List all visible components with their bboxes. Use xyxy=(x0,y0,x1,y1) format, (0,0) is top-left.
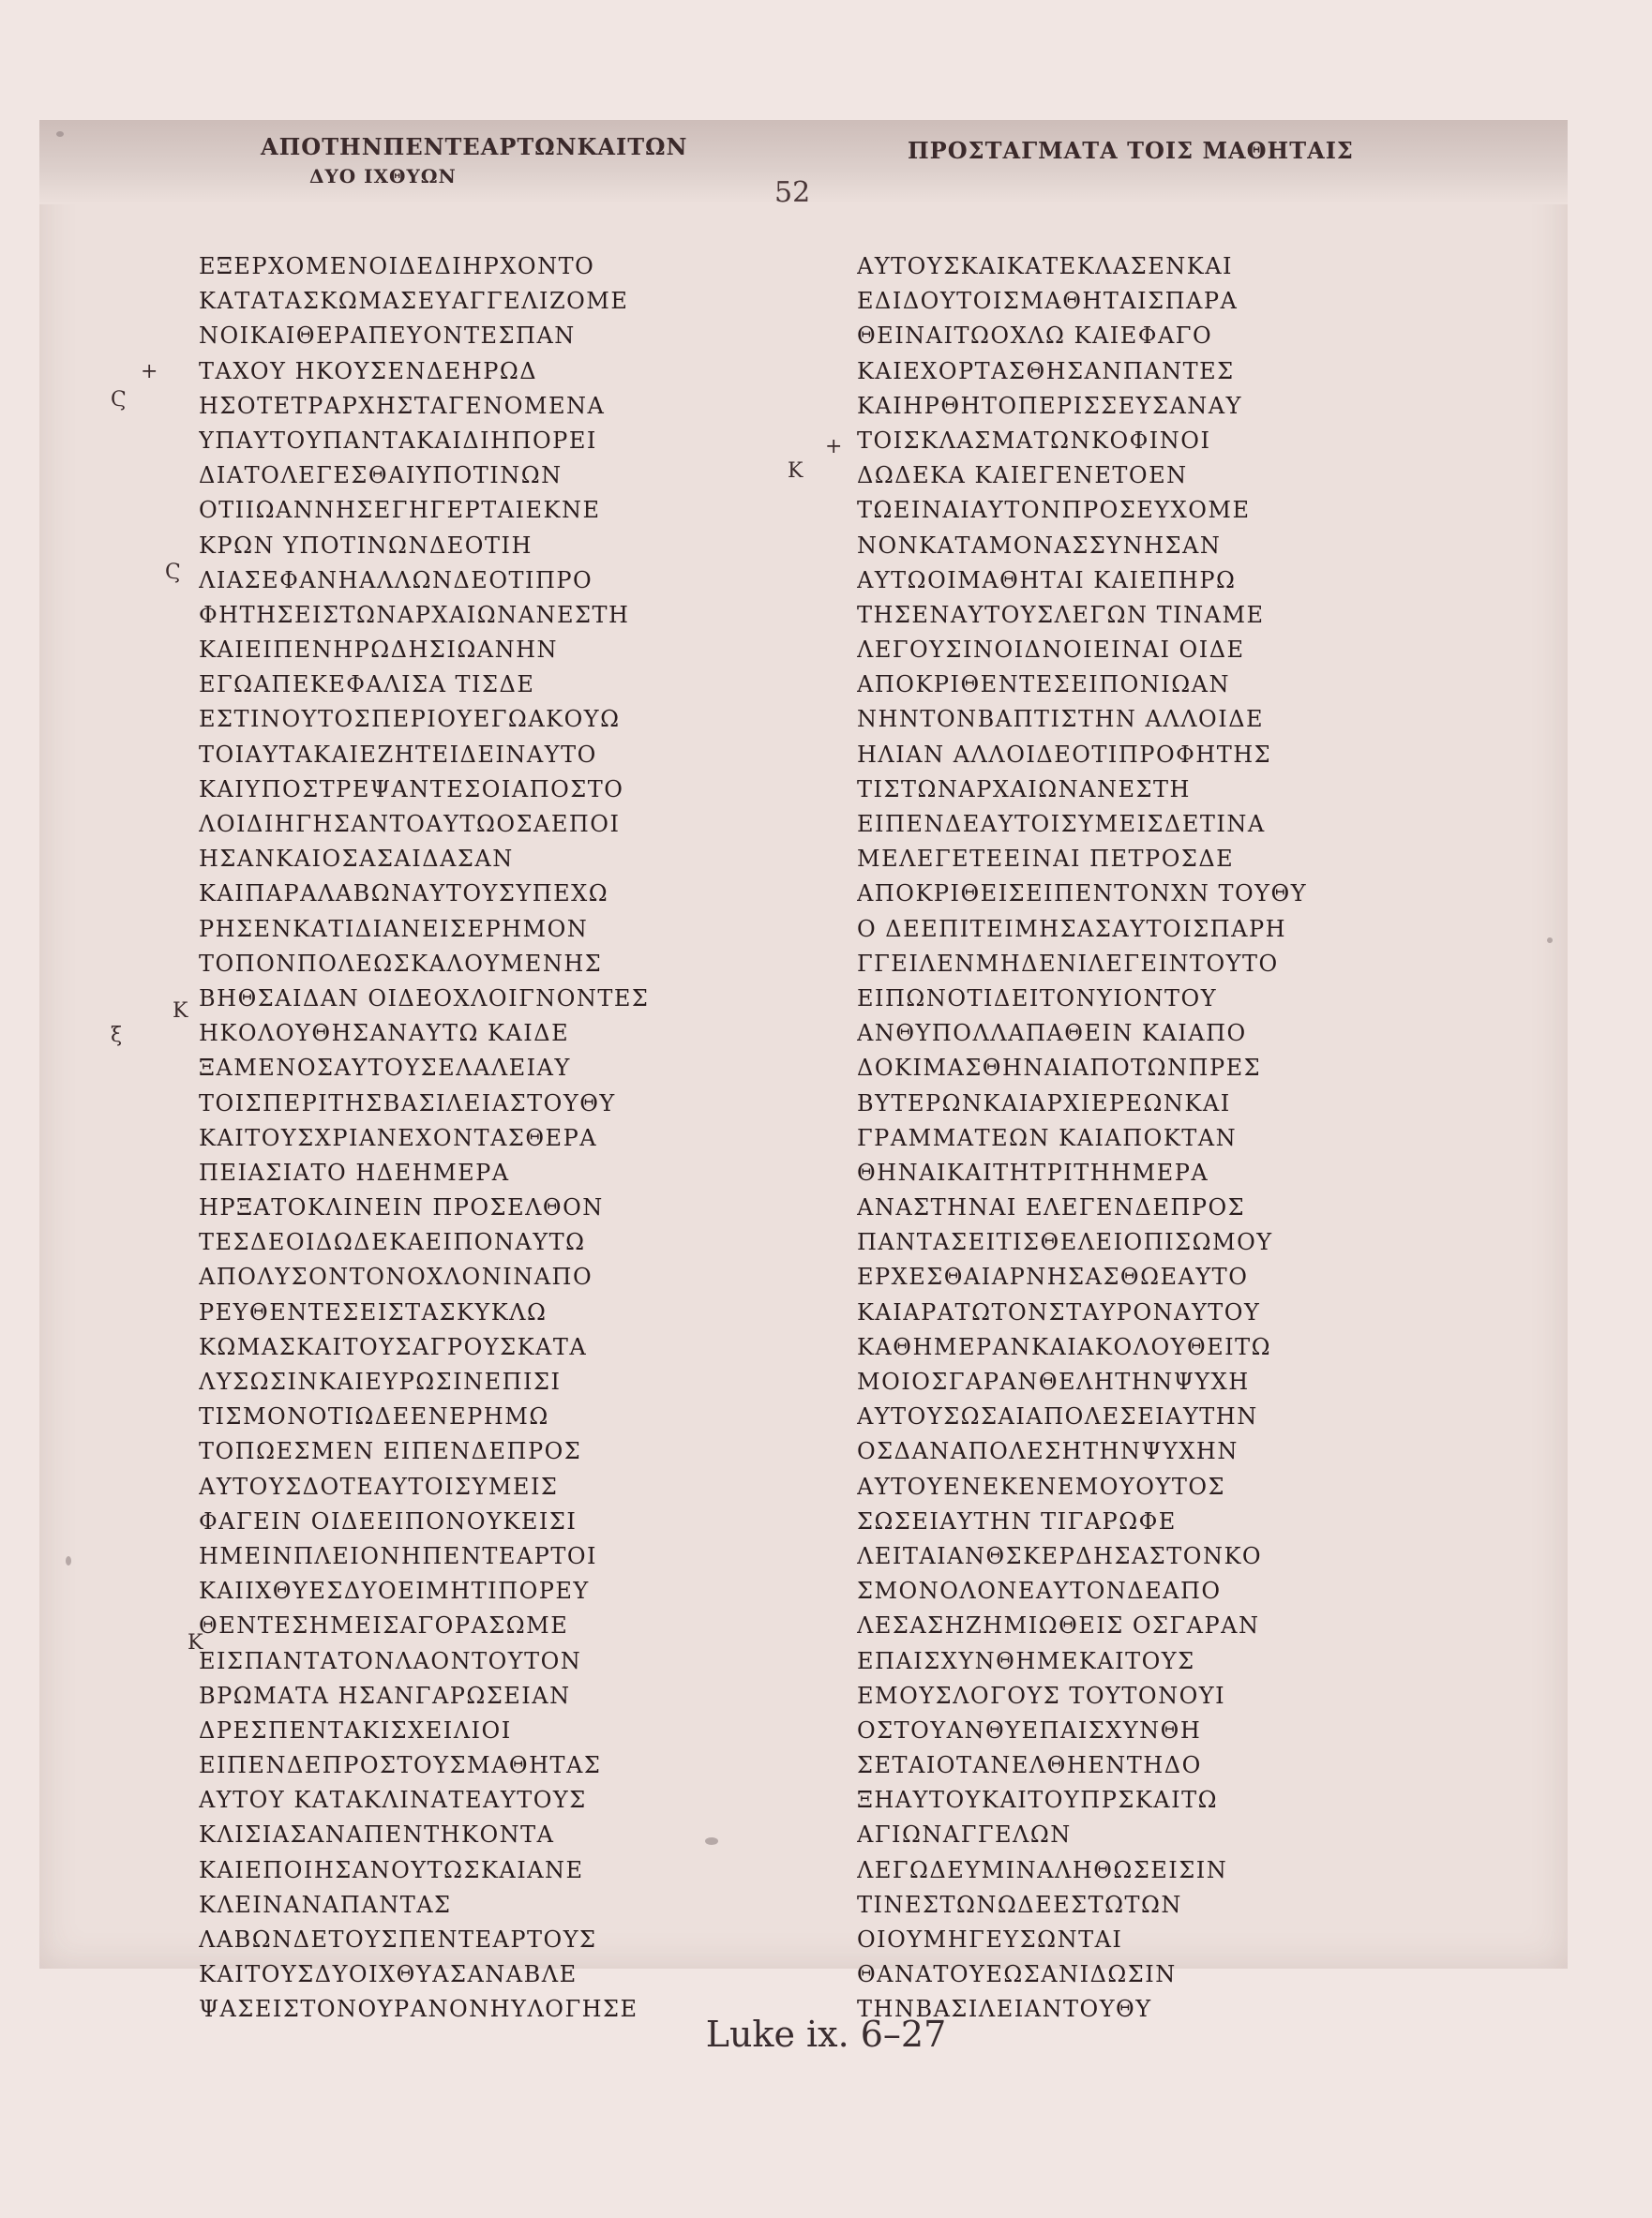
manuscript-line: ΓΓΕΙΛΕΝΜΗΔΕΝΙΛΕΓΕΙΝΤΟΥΤΟ xyxy=(857,950,1279,977)
manuscript-line: ΚΑΙΕΧΟΡΤΑΣΘΗΣΑΝΠΑΝΤΕΣ xyxy=(857,357,1235,384)
manuscript-line: ΤΙΝΕΣΤΩΝΩΔΕΕΣΤΩΤΩΝ xyxy=(857,1891,1182,1918)
manuscript-line: ΦΗΤΗΣΕΙΣΤΩΝΑΡΧΑΙΩΝΑΝΕΣΤΗ xyxy=(199,601,630,628)
header-title-left: ΑΠΟΤΗΝΠΕΝΤΕΑΡΤΩΝΚΑΙΤΩΝ xyxy=(261,133,688,160)
manuscript-line: ΣΜΟΝΟΛΟΝΕΑΥΤΟΝΔΕΑΠΟ xyxy=(857,1578,1222,1605)
manuscript-line: ΟΤΙΙΩΑΝΝΗΣΕΓΗΓΕΡΤΑΙΕΚΝΕ xyxy=(199,497,601,524)
manuscript-line: ΚΑΙΕΙΠΕΝΗΡΩΔΗΣΙΩΑΝΗΝ xyxy=(199,637,559,664)
manuscript-line: ΤΑΧΟΥ ΗΚΟΥΣΕΝΔΕΗΡΩΔ xyxy=(199,357,538,384)
paper-speck xyxy=(56,131,64,137)
manuscript-line: ΚΑΙΑΡΑΤΩΤΟΝΣΤΑΥΡΟΝΑΥΤΟΥ xyxy=(857,1298,1261,1326)
manuscript-line: ΚΑΙΤΟΥΣΔΥΟΙΧΘΥΑΣΑΝΑΒΛΕ xyxy=(199,1961,578,1988)
margin-mark-cross-right: + xyxy=(825,435,843,458)
manuscript-line: ΘΑΝΑΤΟΥΕΩΣΑΝΙΔΩΣΙΝ xyxy=(857,1961,1177,1988)
manuscript-line: ΛΟΙΔΙΗΓΗΣΑΝΤΟΑΥΤΩΟΣΑΕΠΟΙ xyxy=(199,811,621,837)
manuscript-line: ΜΕΛΕΓΕΤΕΕΙΝΑΙ ΠΕΤΡΟΣΔΕ xyxy=(857,846,1235,873)
manuscript-line: ΑΝΘΥΠΟΛΛΑΠΑΘΕΙΝ ΚΑΙΑΠΟ xyxy=(857,1020,1247,1047)
header-subtitle-left: ΔΥΟ ΙΧΘΥΩΝ xyxy=(309,165,457,187)
manuscript-line: ΑΠΟΚΡΙΘΕΙΣΕΙΠΕΝΤΟΝΧΝ ΤΟΥΘΥ xyxy=(857,880,1308,907)
plate-caption: Luke ix. 6–27 xyxy=(705,2014,947,2055)
manuscript-line: ΚΩΜΑΣΚΑΙΤΟΥΣΑΓΡΟΥΣΚΑΤΑ xyxy=(199,1333,588,1360)
manuscript-line: ΡΕΥΘΕΝΤΕΣΕΙΣΤΑΣΚΥΚΛΩ xyxy=(199,1298,548,1326)
manuscript-line: ΝΟΙΚΑΙΘΕΡΑΠΕΥΟΝΤΕΣΠΑΝ xyxy=(199,322,576,350)
manuscript-line: ΕΙΠΕΝΔΕΑΥΤΟΙΣΥΜΕΙΣΔΕΤΙΝΑ xyxy=(857,811,1266,837)
manuscript-line: ΤΗΝΒΑΣΙΛΕΙΑΝΤΟΥΘΥ xyxy=(857,1996,1152,2023)
manuscript-line: ΟΙΟΥΜΗΓΕΥΣΩΝΤΑΙ xyxy=(857,1926,1123,1953)
manuscript-line: Ο ΔΕΕΠΙΤΕΙΜΗΣΑΣΑΥΤΟΙΣΠΑΡΗ xyxy=(857,915,1287,942)
manuscript-line: ΛΕΓΟΥΣΙΝΟΙΔΝΟΙΕΙΝΑΙ ΟΙΔΕ xyxy=(857,637,1245,664)
manuscript-line: ΛΕΓΩΔΕΥΜΙΝΑΛΗΘΩΣΕΙΣΙΝ xyxy=(857,1856,1228,1883)
manuscript-line: ΟΣΤΟΥΑΝΘΥΕΠΑΙΣΧΥΝΘΗ xyxy=(857,1716,1202,1744)
manuscript-line: ΝΗΝΤΟΝΒΑΠΤΙΣΤΗΝ ΑΛΛΟΙΔΕ xyxy=(857,706,1265,733)
manuscript-line: ΛΕΙΤΑΙΑΝΘΣΚΕΡΔΗΣΑΣΤΟΝΚΟ xyxy=(857,1542,1263,1569)
manuscript-line: ΒΡΩΜΑΤΑ ΗΣΑΝΓΑΡΩΣΕΙΑΝ xyxy=(199,1682,571,1709)
margin-mark-lambda: Κ xyxy=(188,1631,203,1655)
manuscript-line: ΕΜΟΥΣΛΟΓΟΥΣ ΤΟΥΤΟΝΟΥΙ xyxy=(857,1682,1226,1709)
manuscript-line: ΤΙΣΜΟΝΟΤΙΩΔΕΕΝΕΡΗΜΩ xyxy=(199,1403,549,1431)
manuscript-line: ΔΙΑΤΟΛΕΓΕΣΘΑΙΥΠΟΤΙΝΩΝ xyxy=(199,462,563,489)
manuscript-line: ΤΙΣΤΩΝΑΡΧΑΙΩΝΑΝΕΣΤΗ xyxy=(857,775,1191,802)
manuscript-line: ΚΑΙΗΡΘΗΤΟΠΕΡΙΣΣΕΥΣΑΝΑΥ xyxy=(857,392,1242,419)
manuscript-line: ΤΟΙΣΠΕΡΙΤΗΣΒΑΣΙΛΕΙΑΣΤΟΥΘΥ xyxy=(199,1089,616,1116)
manuscript-line: ΚΑΘΗΜΕΡΑΝΚΑΙΑΚΟΛΟΥΘΕΙΤΩ xyxy=(857,1333,1272,1360)
manuscript-line: ΔΡΕΣΠΕΝΤΑΚΙΣΧΕΙΛΙΟΙ xyxy=(199,1716,512,1744)
manuscript-line: ΕΞΕΡΧΟΜΕΝΟΙΔΕΔΙΗΡΧΟΝΤΟ xyxy=(199,253,595,279)
manuscript-line: ΛΑΒΩΝΔΕΤΟΥΣΠΕΝΤΕΑΡΤΟΥΣ xyxy=(199,1926,597,1953)
manuscript-line: ΑΠΟΚΡΙΘΕΝΤΕΣΕΙΠΟΝΙΩΑΝ xyxy=(857,671,1231,698)
manuscript-line: ΗΣΑΝΚΑΙΟΣΑΣΑΙΔΑΣΑΝ xyxy=(199,846,514,873)
manuscript-line: ΚΑΙΕΠΟΙΗΣΑΝΟΥΤΩΣΚΑΙΑΝΕ xyxy=(199,1856,584,1883)
paper-speck xyxy=(705,1837,718,1845)
text-column-right xyxy=(857,249,1457,2028)
manuscript-line: ΑΠΟΛΥΣΟΝΤΟΝΟΧΛΟΝΙΝΑΠΟ xyxy=(199,1264,593,1291)
manuscript-line: ΕΔΙΔΟΥΤΟΙΣΜΑΘΗΤΑΙΣΠΑΡΑ xyxy=(857,288,1239,315)
manuscript-line: ΑΝΑΣΤΗΝΑΙ ΕΛΕΓΕΝΔΕΠΡΟΣ xyxy=(857,1194,1246,1221)
manuscript-line: ΦΑΓΕΙΝ ΟΙΔΕΕΙΠΟΝΟΥΚΕΙΣΙ xyxy=(199,1507,578,1535)
manuscript-line: ΚΑΙΤΟΥΣΧΡΙΑΝΕΧΟΝΤΑΣΘΕΡΑ xyxy=(199,1124,598,1151)
manuscript-line: ΟΣΔΑΝΑΠΟΛΕΣΗΤΗΝΨΥΧΗΝ xyxy=(857,1438,1239,1465)
manuscript-line: ΤΟΠΩΕΣΜΕΝ ΕΙΠΕΝΔΕΠΡΟΣ xyxy=(199,1438,582,1465)
margin-mark-section: Ϛ xyxy=(111,388,127,412)
manuscript-line: ΚΑΤΑΤΑΣΚΩΜΑΣΕΥΑΓΓΕΛΙΖΟΜΕ xyxy=(199,288,629,315)
manuscript-line: ΕΓΩΑΠΕΚΕΦΑΛΙΣΑ ΤΙΣΔΕ xyxy=(199,671,535,698)
manuscript-line: ΚΛΕΙΝΑΝΑΠΑΝΤΑΣ xyxy=(199,1891,452,1918)
manuscript-line: ΚΑΙΥΠΟΣΤΡΕΨΑΝΤΕΣΟΙΑΠΟΣΤΟ xyxy=(199,775,624,802)
manuscript-line: ΜΟΙΟΣΓΑΡΑΝΘΕΛΗΤΗΝΨΥΧΗ xyxy=(857,1369,1250,1395)
manuscript-line: ΛΕΣΑΣΗΖΗΜΙΩΘΕΙΣ ΟΣΓΑΡΑΝ xyxy=(857,1612,1260,1640)
manuscript-line: ΤΩΕΙΝΑΙΑΥΤΟΝΠΡΟΣΕΥΧΟΜΕ xyxy=(857,497,1251,524)
manuscript-line: ΑΥΤΟΥΣΩΣΑΙΑΠΟΛΕΣΕΙΑΥΤΗΝ xyxy=(857,1403,1258,1431)
manuscript-line: ΡΗΣΕΝΚΑΤΙΔΙΑΝΕΙΣΕΡΗΜΟΝ xyxy=(199,915,589,942)
margin-mark-numeral: ξ xyxy=(111,1024,123,1047)
manuscript-line: ΚΛΙΣΙΑΣΑΝΑΠΕΝΤΗΚΟΝΤΑ xyxy=(199,1821,555,1849)
manuscript-line: ΣΕΤΑΙΟΤΑΝΕΛΘΗΕΝΤΗΔΟ xyxy=(857,1752,1202,1779)
manuscript-line: ΝΟΝΚΑΤΑΜΟΝΑΣΣΥΝΗΣΑΝ xyxy=(857,532,1222,559)
manuscript-line: ΕΙΣΠΑΝΤΑΤΟΝΛΑΟΝΤΟΥΤΟΝ xyxy=(199,1647,582,1674)
manuscript-line: ΑΥΤΟΥ ΚΑΤΑΚΛΙΝΑΤΕΑΥΤΟΥΣ xyxy=(199,1787,587,1814)
manuscript-line: ΞΗΑΥΤΟΥΚΑΙΤΟΥΠΡΣΚΑΙΤΩ xyxy=(857,1787,1218,1814)
manuscript-line: ΤΟΠΟΝΠΟΛΕΩΣΚΑΛΟΥΜΕΝΗΣ xyxy=(199,950,603,977)
manuscript-line: ΗΛΙΑΝ ΑΛΛΟΙΔΕΟΤΙΠΡΟΦΗΤΗΣ xyxy=(857,741,1272,768)
manuscript-line: ΤΟΙΑΥΤΑΚΑΙΕΖΗΤΕΙΔΕΙΝΑΥΤΟ xyxy=(199,741,597,768)
manuscript-line: ΕΙΠΕΝΔΕΠΡΟΣΤΟΥΣΜΑΘΗΤΑΣ xyxy=(199,1752,602,1779)
manuscript-line: ΑΓΙΩΝΑΓΓΕΛΩΝ xyxy=(857,1821,1072,1849)
manuscript-line: ΚΑΙΙΧΘΥΕΣΔΥΟΕΙΜΗΤΙΠΟΡΕΥ xyxy=(199,1578,590,1605)
manuscript-line: ΚΡΩΝ ΥΠΟΤΙΝΩΝΔΕΟΤΙΗ xyxy=(199,532,533,559)
manuscript-line: ΑΥΤΟΥΣΚΑΙΚΑΤΕΚΛΑΣΕΝΚΑΙ xyxy=(857,253,1234,279)
manuscript-line: ΑΥΤΩΟΙΜΑΘΗΤΑΙ ΚΑΙΕΠΗΡΩ xyxy=(857,566,1237,593)
manuscript-line: ΤΟΙΣΚΛΑΣΜΑΤΩΝΚΟΦΙΝΟΙ xyxy=(857,427,1211,454)
manuscript-line: ΚΑΙΠΑΡΑΛΑΒΩΝΑΥΤΟΥΣΥΠΕΧΩ xyxy=(199,880,609,907)
manuscript-line: ΗΚΟΛΟΥΘΗΣΑΝΑΥΤΩ ΚΑΙΔΕ xyxy=(199,1020,570,1047)
manuscript-line: ΕΣΤΙΝΟΥΤΟΣΠΕΡΙΟΥΕΓΩΑΚΟΥΩ xyxy=(199,706,621,733)
manuscript-line: ΒΗΘΣΑΙΔΑΝ ΟΙΔΕΟΧΛΟΙΓΝΟΝΤΕΣ xyxy=(199,984,650,1012)
margin-mark-cross: + xyxy=(141,360,158,383)
manuscript-line: ΣΩΣΕΙΑΥΤΗΝ ΤΙΓΑΡΩΦΕ xyxy=(857,1507,1177,1535)
page-number: 52 xyxy=(774,176,811,209)
manuscript-line: ΗΣΟΤΕΤΡΑΡΧΗΣΤΑΓΕΝΟΜΕΝΑ xyxy=(199,392,606,419)
manuscript-line: ΓΡΑΜΜΑΤΕΩΝ ΚΑΙΑΠΟΚΤΑΝ xyxy=(857,1124,1238,1151)
paper-speck xyxy=(1547,937,1553,943)
margin-mark-ko: Κ xyxy=(788,459,803,483)
manuscript-line: ΤΕΣΔΕΟΙΔΩΔΕΚΑΕΙΠΟΝΑΥΤΩ xyxy=(199,1229,586,1256)
text-column-left xyxy=(199,249,799,2028)
manuscript-line: ΛΥΣΩΣΙΝΚΑΙΕΥΡΩΣΙΝΕΠΙΣΙ xyxy=(199,1369,562,1395)
manuscript-line: ΕΡΧΕΣΘΑΙΑΡΝΗΣΑΣΘΩΕΑΥΤΟ xyxy=(857,1264,1249,1291)
manuscript-line: ΗΡΞΑΤΟΚΛΙΝΕΙΝ ΠΡΟΣΕΛΘΟΝ xyxy=(199,1194,604,1221)
manuscript-line: ΔΟΚΙΜΑΣΘΗΝΑΙΑΠΟΤΩΝΠΡΕΣ xyxy=(857,1055,1262,1082)
margin-mark-k: Ϛ xyxy=(165,561,181,584)
paper-speck xyxy=(66,1556,71,1566)
manuscript-line: ΠΑΝΤΑΣΕΙΤΙΣΘΕΛΕΙΟΠΙΣΩΜΟΥ xyxy=(857,1229,1273,1256)
manuscript-line: ΔΩΔΕΚΑ ΚΑΙΕΓΕΝΕΤΟΕΝ xyxy=(857,462,1188,489)
manuscript-line: ΤΗΣΕΝΑΥΤΟΥΣΛΕΓΩΝ ΤΙΝΑΜΕ xyxy=(857,601,1265,628)
manuscript-line: ΕΠΑΙΣΧΥΝΘΗΜΕΚΑΙΤΟΥΣ xyxy=(857,1647,1195,1674)
manuscript-line: ΥΠΑΥΤΟΥΠΑΝΤΑΚΑΙΔΙΗΠΟΡΕΙ xyxy=(199,427,597,454)
manuscript-line: ΒΥΤΕΡΩΝΚΑΙΑΡΧΙΕΡΕΩΝΚΑΙ xyxy=(857,1089,1231,1116)
manuscript-line: ΠΕΙΑΣΙΑΤΟ ΗΔΕΗΜΕΡΑ xyxy=(199,1159,510,1186)
manuscript-line: ΛΙΑΣΕΦΑΝΗΑΛΛΩΝΔΕΟΤΙΠΡΟ xyxy=(199,566,593,593)
manuscript-line: ΘΗΝΑΙΚΑΙΤΗΤΡΙΤΗΗΜΕΡΑ xyxy=(857,1159,1209,1186)
margin-mark-cross-2: Κ xyxy=(173,999,188,1023)
manuscript-line: ΑΥΤΟΥΕΝΕΚΕΝΕΜΟΥΟΥΤΟΣ xyxy=(857,1473,1225,1500)
manuscript-line: ΕΙΠΩΝΟΤΙΔΕΙΤΟΝΥΙΟΝΤΟΥ xyxy=(857,984,1218,1012)
manuscript-line: ΑΥΤΟΥΣΔΟΤΕΑΥΤΟΙΣΥΜΕΙΣ xyxy=(199,1473,559,1500)
header-title-right: ΠΡΟΣΤΑΓΜΑΤΑ ΤΟΙΣ ΜΑΘΗΤΑΙΣ xyxy=(908,137,1354,164)
manuscript-line: ΨΑΣΕΙΣΤΟΝΟΥΡΑΝΟΝΗΥΛΟΓΗΣΕ xyxy=(199,1996,638,2023)
manuscript-line: ΘΕΝΤΕΣΗΜΕΙΣΑΓΟΡΑΣΩΜΕ xyxy=(199,1612,569,1640)
manuscript-line: ΞΑΜΕΝΟΣΑΥΤΟΥΣΕΛΑΛΕΙΑΥ xyxy=(199,1055,571,1082)
manuscript-line: ΘΕΙΝΑΙΤΩΟΧΛΩ ΚΑΙΕΦΑΓΟ xyxy=(857,322,1213,350)
manuscript-line: ΗΜΕΙΝΠΛΕΙΟΝΗΠΕΝΤΕΑΡΤΟΙ xyxy=(199,1542,597,1569)
